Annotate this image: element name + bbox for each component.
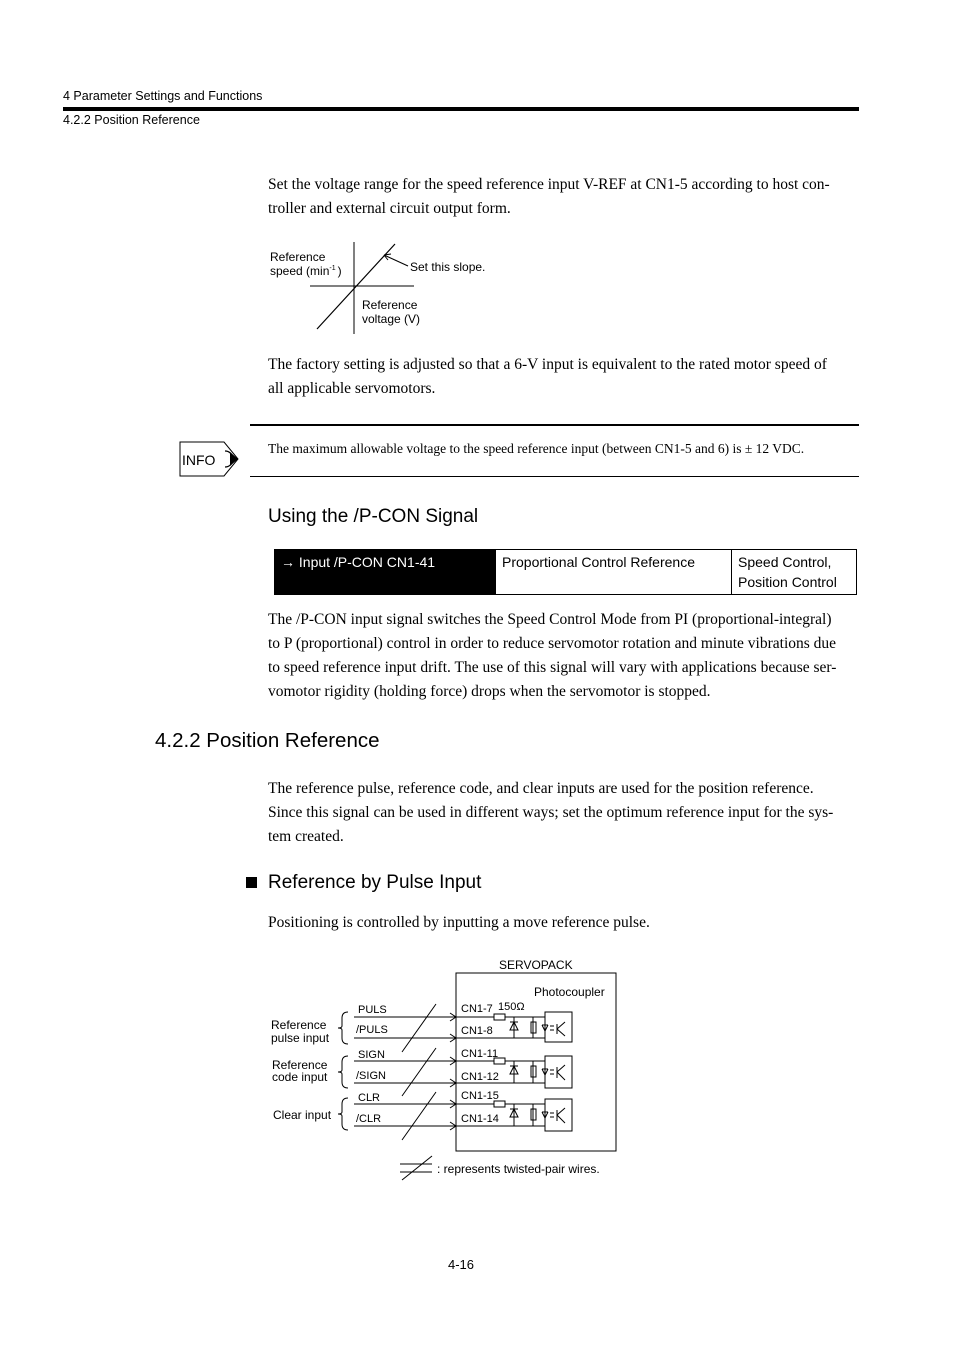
sig-clr: CLR bbox=[358, 1092, 381, 1104]
intro-paragraph bbox=[268, 173, 868, 221]
bullet-square-icon bbox=[246, 877, 257, 888]
info-text: The maximum allowable voltage to the speed reference input (between CN1-5 and 6) is ± 12 VDC. bbox=[268, 441, 805, 456]
sig-puls: PULS bbox=[358, 1004, 387, 1016]
graph-xlabel-line2: voltage (V) bbox=[362, 312, 421, 326]
pulse-input-circuit bbox=[262, 952, 632, 1187]
twisted-pair-legend-icon bbox=[400, 1156, 432, 1180]
group-pulse-label-1: Reference bbox=[271, 1018, 327, 1032]
pcon-line-1: The /P-CON input signal switches the Speed Control Mode from PI (proportional-integral) bbox=[268, 611, 832, 628]
circuit-group-pulse bbox=[271, 1001, 525, 1052]
servopack-label: SERVOPACK bbox=[499, 958, 573, 972]
sig-npuls: /PULS bbox=[356, 1024, 388, 1036]
pin-cn1-7: CN1-7 bbox=[461, 1003, 493, 1015]
factory-line-1: The factory setting is adjusted so that a 6-V input is equivalent to the rated motor speed of bbox=[268, 356, 827, 373]
position-line-1: The reference pulse, reference code, and clear inputs are used for the position reference. bbox=[268, 780, 814, 797]
graph-slope-note: Set this slope. bbox=[410, 260, 486, 274]
circuit-group-clear bbox=[273, 1090, 499, 1140]
pcon-line-3: to speed reference input drift. The use of this signal will vary with applications because ser- bbox=[268, 659, 837, 676]
pin-cn1-12: CN1-12 bbox=[461, 1071, 499, 1083]
info-top-rule bbox=[250, 424, 859, 426]
graph-ylabel-line2: speed ($\min^{-1}$ ) bbox=[270, 264, 342, 278]
circuit-group-sign bbox=[272, 1048, 499, 1096]
twisted-pair-note: : represents twisted-pair wires. bbox=[437, 1162, 600, 1176]
info-icon-label: INFO bbox=[182, 452, 216, 468]
pcon-function-cell: Proportional Control Reference bbox=[496, 550, 732, 595]
pin-cn1-11: CN1-11 bbox=[461, 1048, 499, 1060]
position-line-3: tem created. bbox=[268, 828, 344, 845]
position-paragraph bbox=[268, 777, 868, 849]
intro-line-1: Set the voltage range for the speed reference input V-REF at CN1-5 according to host con- bbox=[268, 176, 830, 193]
group-clear-label-1: Clear input bbox=[273, 1108, 332, 1122]
pulse-input-paragraph: Positioning is controlled by inputting a move reference pulse. bbox=[268, 914, 650, 931]
page-number: 4-16 bbox=[448, 1257, 475, 1272]
intro-line-2: troller and external circuit output form. bbox=[268, 200, 511, 217]
photocoupler-label: Photocoupler bbox=[534, 985, 605, 999]
pcon-line-2: to P (proportional) control in order to reduce servomotor rotation and minute vibrations due bbox=[268, 635, 837, 652]
pcon-line-4: vomotor rigidity (holding force) drops when the servomotor is stopped. bbox=[268, 683, 711, 700]
group-pulse-label-2: pulse input bbox=[271, 1031, 330, 1045]
section-heading: 4.2.2 Position Reference bbox=[155, 729, 380, 752]
group-sign-label-2: code input bbox=[272, 1070, 328, 1084]
pin-cn1-14: CN1-14 bbox=[461, 1113, 499, 1125]
graph-ylabel-line1: Reference bbox=[270, 250, 326, 264]
pcon-heading: Using the /P-CON Signal bbox=[268, 506, 479, 527]
header-rule bbox=[63, 107, 859, 111]
pin-cn1-15: CN1-15 bbox=[461, 1090, 499, 1102]
speed-voltage-graph bbox=[260, 238, 520, 338]
pcon-paragraph bbox=[268, 608, 868, 704]
pcon-signal-table bbox=[274, 549, 857, 595]
pcon-mode-cell bbox=[732, 550, 857, 595]
pcon-input-cell: → Input /P-CON CN1-41 bbox=[275, 550, 496, 595]
factory-paragraph bbox=[268, 353, 868, 401]
group-sign-label-1: Reference bbox=[272, 1058, 328, 1072]
pin-cn1-8: CN1-8 bbox=[461, 1025, 493, 1037]
sig-nsign: /SIGN bbox=[356, 1070, 386, 1082]
resistor-value: 150Ω bbox=[498, 1001, 525, 1013]
position-line-2: Since this signal can be used in different ways; set the optimum reference input for the sys- bbox=[268, 804, 834, 821]
info-bottom-rule bbox=[250, 476, 859, 477]
sig-sign: SIGN bbox=[358, 1049, 385, 1061]
info-icon bbox=[176, 440, 242, 478]
running-header-section: 4.2.2 Position Reference bbox=[63, 113, 200, 127]
pcon-mode-line2: Position Control bbox=[738, 574, 837, 590]
running-header-chapter: 4 Parameter Settings and Functions bbox=[63, 89, 263, 103]
factory-line-2: all applicable servomotors. bbox=[268, 380, 436, 397]
pcon-mode-line1: Speed Control, bbox=[738, 554, 832, 570]
sig-nclr: /CLR bbox=[356, 1113, 382, 1125]
pulse-input-subheading: Reference by Pulse Input bbox=[268, 872, 482, 893]
slope-pointer-line bbox=[384, 255, 408, 266]
graph-xlabel-line1: Reference bbox=[362, 298, 418, 312]
